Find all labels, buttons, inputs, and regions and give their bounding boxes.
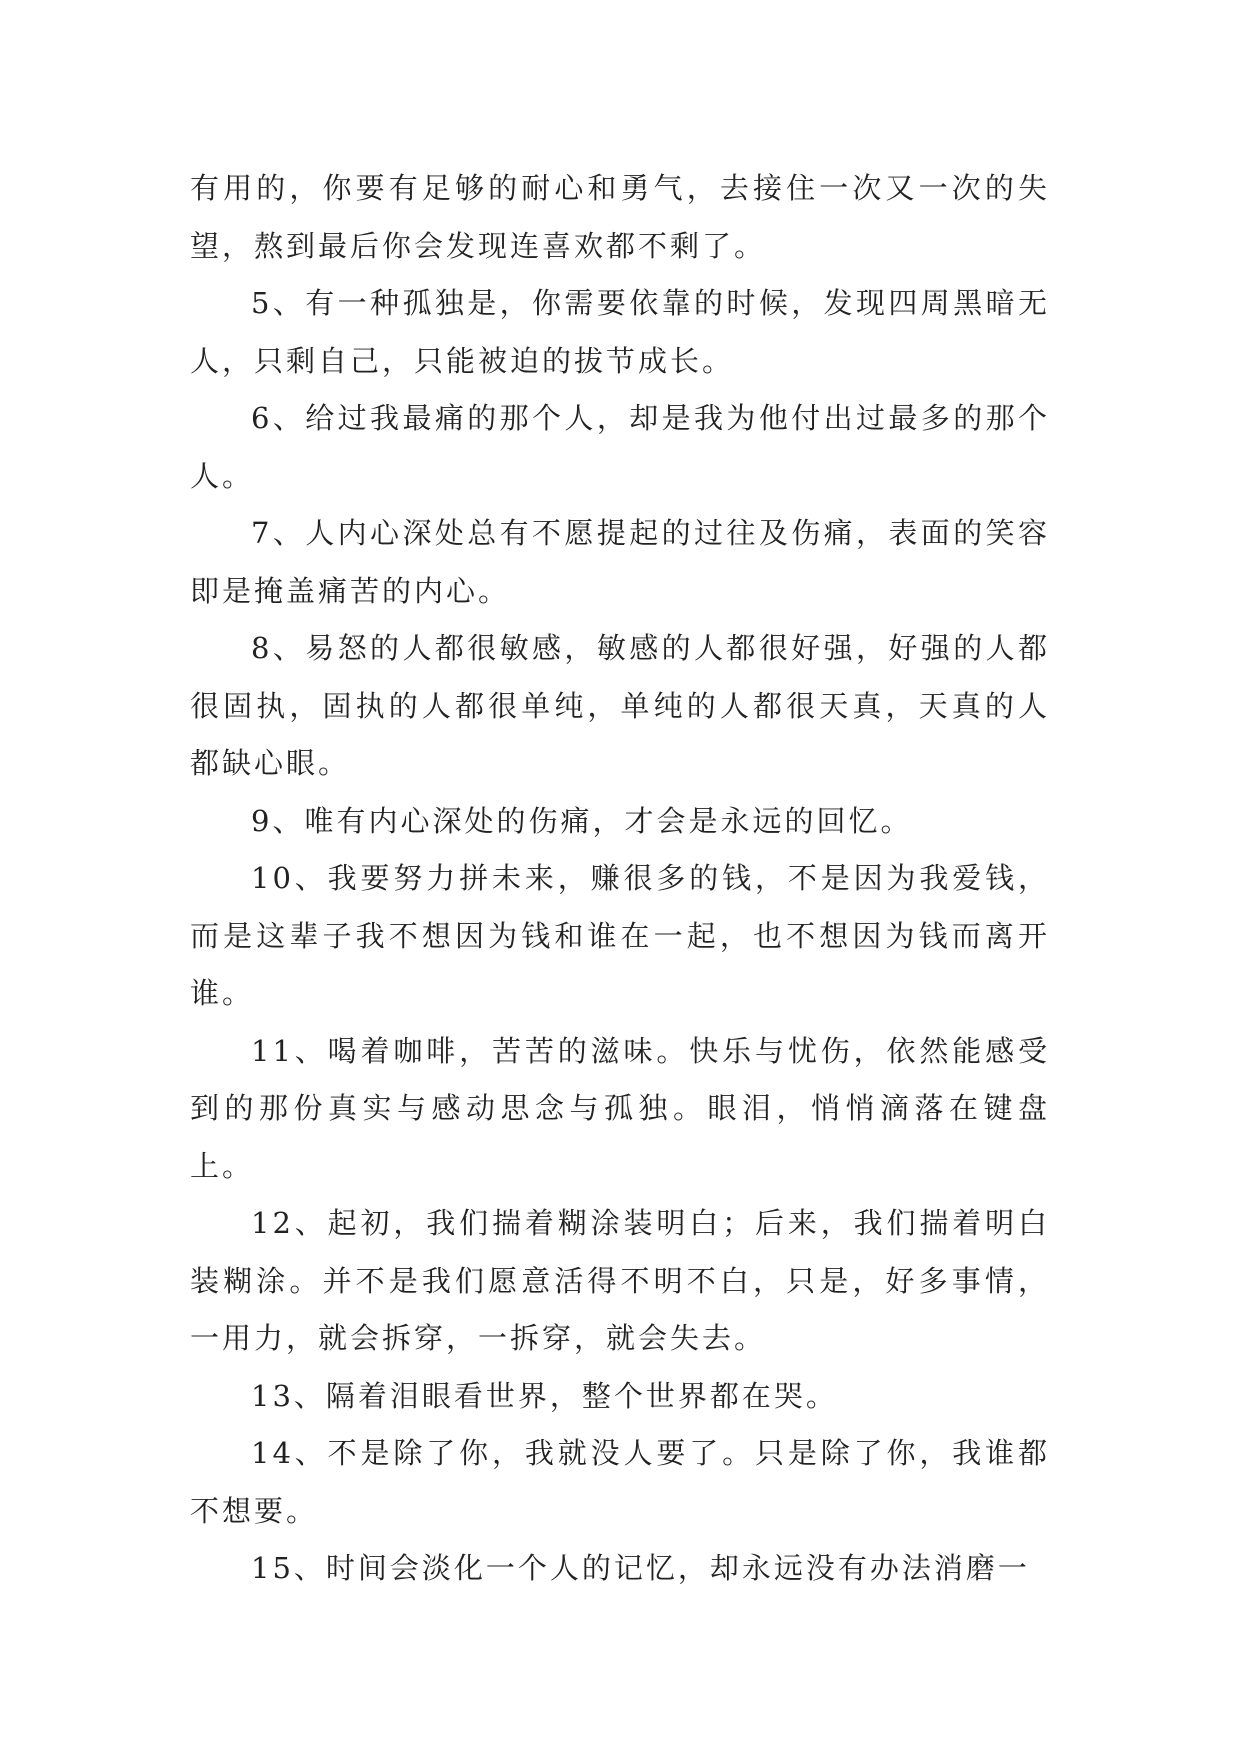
- paragraph-item-12: 12、起初，我们揣着糊涂装明白；后来，我们揣着明白装糊涂。并不是我们愿意活得不明不白，只是，好多事情，一用力，就会拆穿，一拆穿，就会失去。: [190, 1206, 1050, 1355]
- paragraph-item-14: 14、不是除了你，我就没人要了。只是除了你，我谁都不想要。: [190, 1436, 1050, 1528]
- paragraph-item-15: 15、时间会淡化一个人的记忆，却永远没有办法消磨一: [251, 1551, 1030, 1585]
- paragraph-item-11: 11、喝着咖啡，苦苦的滋味。快乐与忧伤，依然能感受到的那份真实与感动思念与孤独。眼泪，悄悄滴落在键盘上。: [190, 1033, 1050, 1183]
- paragraph-continuation: 有用的，你要有足够的耐心和勇气，去接住一次又一次的失望，熬到最后你会发现连喜欢都不剩了。: [190, 171, 1050, 263]
- paragraph-item-7: 7、人内心深处总有不愿提起的过往及伤痛，表面的笑容即是掩盖痛苦的内心。: [190, 516, 1050, 608]
- document-body: [190, 160, 1050, 1598]
- paragraph-item-10: 10、我要努力拼未来，赚很多的钱，不是因为我爱钱，而是这辈子我不想因为钱和谁在一起，也不想因为钱而离开谁。: [190, 861, 1050, 1010]
- paragraph-item-6: 6、给过我最痛的那个人，却是我为他付出过最多的那个人。: [190, 401, 1050, 493]
- paragraph-item-5: 5、有一种孤独是，你需要依靠的时候，发现四周黑暗无人，只剩自己，只能被迫的拔节成长。: [190, 286, 1050, 378]
- paragraph-item-13: 13、隔着泪眼看世界，整个世界都在哭。: [251, 1378, 838, 1413]
- paragraph-item-9: 9、唯有内心深处的伤痛，才会是永远的回忆。: [251, 803, 913, 838]
- paragraph-item-8: 8、易怒的人都很敏感，敏感的人都很好强，好强的人都很固执，固执的人都很单纯，单纯的人都很天真，天真的人都缺心眼。: [190, 631, 1050, 780]
